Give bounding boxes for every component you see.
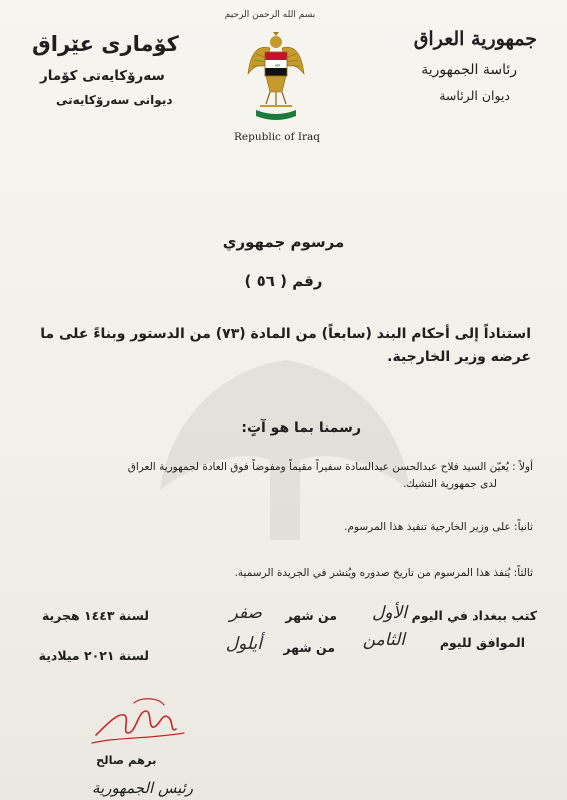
signature-icon <box>88 693 188 753</box>
arabic-heading-country: جمهورية العراق <box>413 28 537 50</box>
from-month-label-2: من شهر <box>283 640 335 655</box>
svg-text:ﷲ: ﷲ <box>274 62 278 68</box>
article-1-line-1: أولاً : يُعيّن السيد فلاح عبدالحسن عبدالسادة سفيراً مقيماً ومفوضاً فوق العادة لجمهورية العراق <box>127 461 533 473</box>
decree-number: رقم ( ٥٦ ) <box>244 272 323 290</box>
month-gregorian-handwritten: أيلول <box>225 634 262 654</box>
month-hijri-handwritten: صفر <box>229 603 262 623</box>
decree-title: مرسوم جمهوري <box>222 233 345 251</box>
written-in-baghdad-label: كتب ببغداد في اليوم <box>411 608 537 623</box>
day-handwritten: الأول <box>372 603 407 623</box>
signatory-name: برهم صالح <box>96 753 157 767</box>
from-month-label: من شهر <box>285 608 337 623</box>
year-gregorian: لسنة ٢٠٢١ ميلادية <box>38 648 149 663</box>
year-hijri: لسنة ١٤٤٣ هجرية <box>41 608 149 623</box>
article-1-line-2: لدى جمهورية التشيك. <box>402 478 497 490</box>
emblem-caption: Republic of Iraq <box>234 131 320 143</box>
decreed-heading: رسمنا بما هو آتٍ: <box>241 420 361 436</box>
day-gregorian-handwritten: الثامن <box>362 630 405 650</box>
arabic-heading-presidency: رئاسة الجمهورية <box>421 62 517 78</box>
kurdish-heading-presidency: سەرۆکایەتی کۆمار <box>40 68 165 84</box>
signatory-title: رئيس الجمهورية <box>92 779 194 797</box>
preamble-line-1: استناداً إلى أحكام البند (سابعاً) من المادة (٧٣) من الدستور وبناءً على ما <box>40 326 531 342</box>
basmala: بسم الله الرحمن الرحيم <box>224 10 316 20</box>
preamble-line-2: عرضه وزير الخارجية. <box>387 349 531 365</box>
iraq-eagle-emblem-icon <box>246 26 306 132</box>
kurdish-heading-country: كۆماری عێراق <box>32 32 179 56</box>
article-2: ثانياً: على وزير الخارجية تنفيذ هذا المرسوم. <box>344 521 533 533</box>
kurdish-heading-diwan: دیوانی سەرۆکایەتی <box>56 93 173 107</box>
arabic-heading-diwan: ديوان الرئاسة <box>439 88 510 103</box>
article-3: ثالثاً: يُنفذ هذا المرسوم من تاريخ صدوره ويُنشر في الجريدة الرسمية. <box>234 567 533 579</box>
corresponding-label: الموافق لليوم <box>439 635 525 650</box>
